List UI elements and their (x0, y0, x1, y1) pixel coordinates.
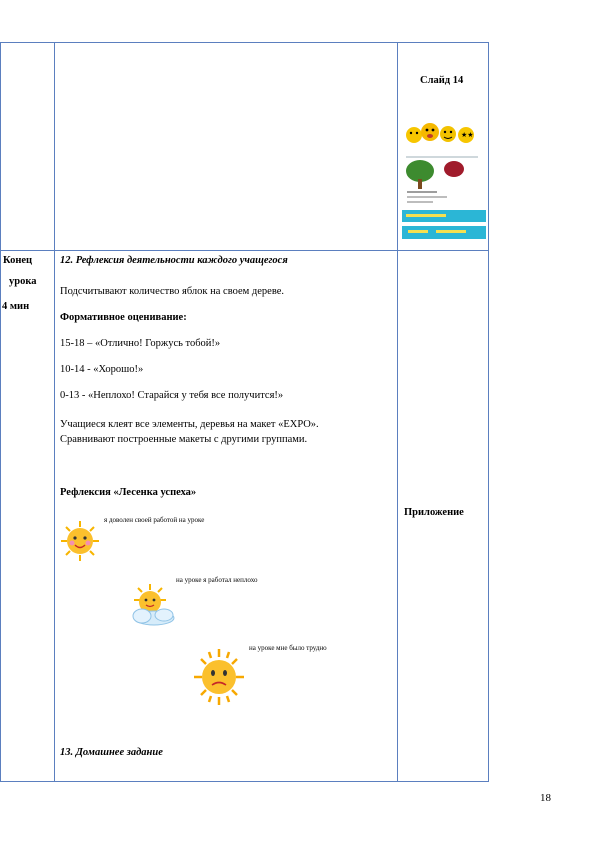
expo-line-2: Сравнивают построенные макеты с другими группами. (60, 434, 308, 445)
tree-apple-slide-thumbnail (402, 155, 482, 207)
sun-cloud-icon (124, 582, 178, 628)
column-divider-1 (54, 42, 55, 782)
sad-sun-icon (192, 648, 246, 706)
count-apples-text: Подсчитывают количество яблок на своем дереве. (60, 286, 284, 297)
ladder-step-3: на уроке мне было трудно (249, 644, 327, 652)
row-divider (0, 250, 489, 251)
stage-line-1: Конец (3, 255, 33, 266)
blue-slide-thumbnail (402, 210, 486, 240)
grade-line-3: 0-13 - «Неплохо! Старайся у тебя все получится!» (60, 390, 284, 401)
ladder-title: Рефлексия «Лесенка успеха» (60, 487, 197, 498)
table-border-bottom (0, 781, 489, 782)
stage-line-2: урока (9, 276, 37, 287)
table-border-right (488, 42, 489, 782)
section-12-title: 12. Рефлексия деятельности каждого учащегося (60, 255, 288, 266)
section-13-title: 13. Домашнее задание (60, 747, 163, 758)
stage-time: 4 мин (2, 301, 30, 312)
column-divider-2 (397, 42, 398, 782)
emoji-faces-thumbnail (402, 120, 478, 150)
ladder-step-2: на уроке я работал неплохо (176, 576, 258, 584)
formative-title: Формативное оценивание: (60, 312, 187, 323)
expo-line-1: Учащиеся клеят все элементы, деревья на макет «EXPO». (60, 419, 319, 430)
table-border-top (0, 42, 489, 43)
svg-text:★★: ★★ (461, 131, 474, 139)
ladder-step-1: я доволен своей работой на уроке (104, 516, 205, 524)
appendix-label: Приложение (404, 507, 464, 518)
slide-label: Слайд 14 (420, 75, 464, 86)
happy-sun-icon (58, 520, 102, 562)
grade-line-2: 10-14 - «Хорошо!» (60, 364, 144, 375)
table-border-left (0, 42, 1, 782)
grade-line-1: 15-18 – «Отлично! Горжусь тобой!» (60, 338, 221, 349)
page-number: 18 (540, 792, 551, 804)
